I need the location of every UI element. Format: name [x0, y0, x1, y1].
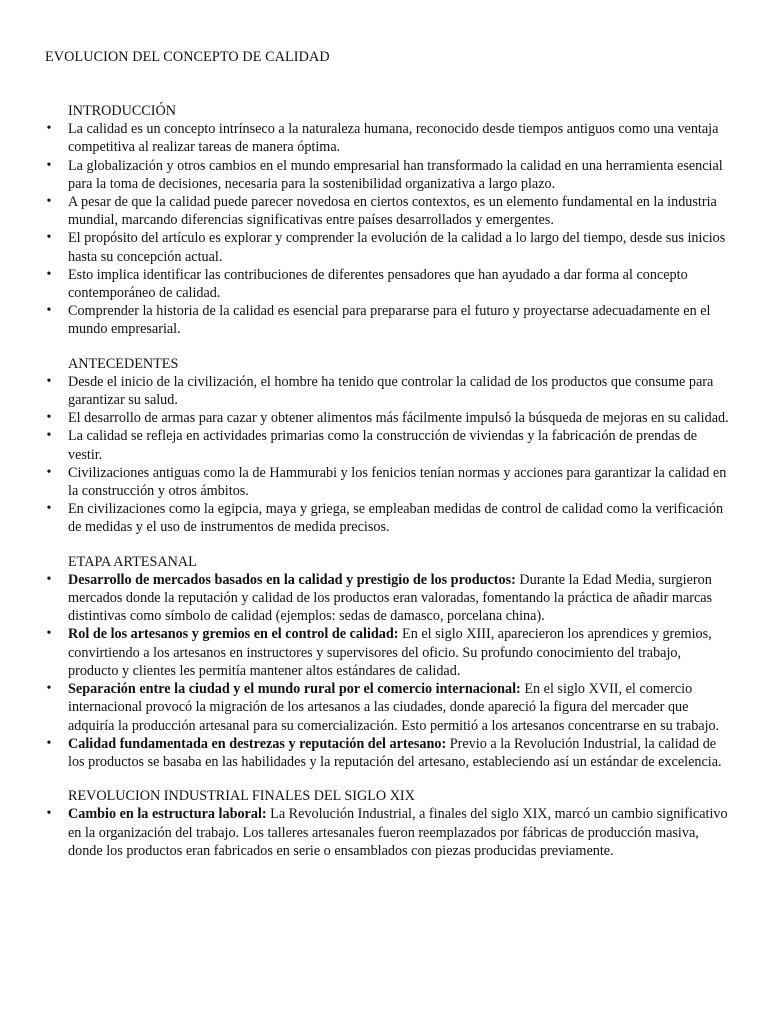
- section-spacer: [68, 339, 733, 355]
- bullet-item: [46, 625, 733, 680]
- bullet-text: Durante la Edad Media, surgieron mercados donde la reputación y calidad de los productos eran valoradas, fomentando la práctica de añadir marcas distintivas como símbolo de calidad (ejemplos: sedas de damasco, porcelana china).: [68, 571, 713, 625]
- bullet-lead-text: Rol de los artesanos y gremios en el control de calidad:: [68, 626, 399, 643]
- bullet-lead-text: Separación entre la ciudad y el mundo rural por el comercio internacional:: [68, 681, 521, 698]
- bullet-icon: •: [46, 157, 52, 173]
- bullet-text: En el siglo XVII, el comercio internacional provocó la migración de los artesanos a las ciudades, donde apareció la figura del mercader que adquiría la producción artesanal para su comercialización. Esto permitió a los artesanos concentrarse en su trabajo.: [68, 681, 720, 734]
- bullet-text: El desarrollo de armas para cazar y obtener alimentos más fácilmente impulsó la búsqueda de mejoras en su calidad.: [68, 410, 729, 427]
- bullet-text: En el siglo XIII, aparecieron los aprendices y gremios, convirtiendo a los artesanos en instructores y supervisores del oficio. Su profundo conocimiento del trabajo, producto y clientes les permitía mantener altos estándares de calidad.: [68, 626, 712, 679]
- bullet-icon: •: [46, 735, 52, 751]
- section-heading: ANTECEDENTES: [68, 355, 179, 372]
- bullet-item: [46, 735, 733, 771]
- section-heading: ETAPA ARTESANAL: [68, 553, 197, 570]
- bullet-icon: •: [46, 428, 52, 444]
- bullet-text: A pesar de que la calidad puede parecer novedosa en ciertos contextos, es un elemento fundamental en la industria mundial, marcando diferencias significativas entre países desarrollados y emergentes.: [68, 194, 717, 229]
- bullet-item: [46, 680, 733, 735]
- bullet-icon: •: [46, 303, 52, 319]
- bullet-text: Previo a la Revolución Industrial, la calidad de los productos se basaba en las habilidades y la reputación del artesano, estableciendo así un estándar de excelencia.: [68, 735, 722, 770]
- bullet-icon: •: [46, 464, 52, 480]
- bullet-text: Desde el inicio de la civilización, el hombre ha tenido que controlar la calidad de los productos que consume para garantizar su salud.: [68, 373, 714, 409]
- bullet-list: [46, 571, 733, 771]
- bullet-item: [46, 373, 733, 409]
- bullet-item: [46, 266, 733, 302]
- bullet-item: [46, 409, 733, 427]
- bullet-icon: •: [46, 806, 52, 822]
- bullet-icon: •: [46, 410, 52, 426]
- bullet-item: [46, 229, 733, 265]
- document-title: EVOLUCION DEL CONCEPTO DE CALIDAD: [45, 49, 330, 65]
- section-spacer: [68, 771, 733, 787]
- bullet-item: [46, 805, 733, 860]
- bullet-list: [46, 120, 733, 338]
- bullet-item: [46, 302, 733, 338]
- bullet-icon: •: [46, 230, 52, 246]
- document-body: [46, 102, 733, 860]
- bullet-icon: •: [46, 571, 52, 587]
- bullet-item: [46, 571, 733, 626]
- bullet-item: [46, 120, 733, 156]
- bullet-text: En civilizaciones como la egipcia, maya y griega, se empleaban medidas de control de calidad como la verificación de medidas y el uso de instrumentos de medida precisos.: [68, 501, 724, 536]
- bullet-lead-text: Calidad fundamentada en destrezas y reputación del artesano:: [68, 735, 447, 752]
- bullet-text: La calidad se refleja en actividades primarias como la construcción de viviendas y la fabricación de prendas de vestir.: [68, 428, 698, 463]
- bullet-icon: •: [46, 626, 52, 642]
- bullet-item: [46, 427, 733, 463]
- bullet-text: El propósito del artículo es explorar y comprender la evolución de la calidad a lo largo del tiempo, desde sus inicios hasta su concepción actual.: [68, 230, 726, 265]
- bullet-text: La Revolución Industrial, a finales del siglo XIX, marcó un cambio significativo en la organización del trabajo. Los talleres artesanales fueron reemplazados por fábricas de producción masiva, donde los productos eran fabricados en serie o ensamblados con piezas producidas previamente.: [68, 806, 728, 859]
- section-heading: INTRODUCCIÓN: [68, 103, 176, 119]
- bullet-text: Esto implica identificar las contribuciones de diferentes pensadores que han ayudado a dar forma al concepto contemporáneo de calidad.: [68, 266, 688, 302]
- bullet-text: La globalización y otros cambios en el mundo empresarial han transformado la calidad en una herramienta esencial para la toma de decisiones, necesaria para la sostenibilidad organizativa a largo plazo.: [68, 157, 723, 192]
- section-spacer: [68, 537, 733, 553]
- bullet-list: [46, 805, 733, 860]
- bullet-icon: •: [46, 681, 52, 697]
- bullet-lead-text: Cambio en la estructura laboral:: [68, 806, 267, 823]
- bullet-icon: •: [46, 194, 52, 210]
- bullet-text: La calidad es un concepto intrínseco a la naturaleza humana, reconocido desde tiempos antiguos como una ventaja competitiva al realizar tareas de manera óptima.: [68, 121, 719, 156]
- bullet-icon: •: [46, 266, 52, 282]
- section-heading: REVOLUCION INDUSTRIAL FINALES DEL SIGLO XIX: [68, 788, 415, 805]
- bullet-item: [46, 193, 733, 229]
- bullet-icon: •: [46, 501, 52, 517]
- bullet-item: [46, 500, 733, 536]
- bullet-text: Civilizaciones antiguas como la de Hammurabi y los fenicios tenían normas y acciones para garantizar la calidad en la construcción y otros ámbitos.: [68, 464, 727, 500]
- bullet-icon: •: [46, 121, 52, 137]
- bullet-lead-text: Desarrollo de mercados basados en la calidad y prestigio de los productos:: [68, 571, 516, 588]
- bullet-list: [46, 373, 733, 537]
- bullet-icon: •: [46, 373, 52, 389]
- bullet-item: [46, 464, 733, 500]
- bullet-item: [46, 157, 733, 193]
- bullet-text: Comprender la historia de la calidad es esencial para prepararse para el futuro y proyectarse adecuadamente en el mundo empresarial.: [68, 303, 711, 338]
